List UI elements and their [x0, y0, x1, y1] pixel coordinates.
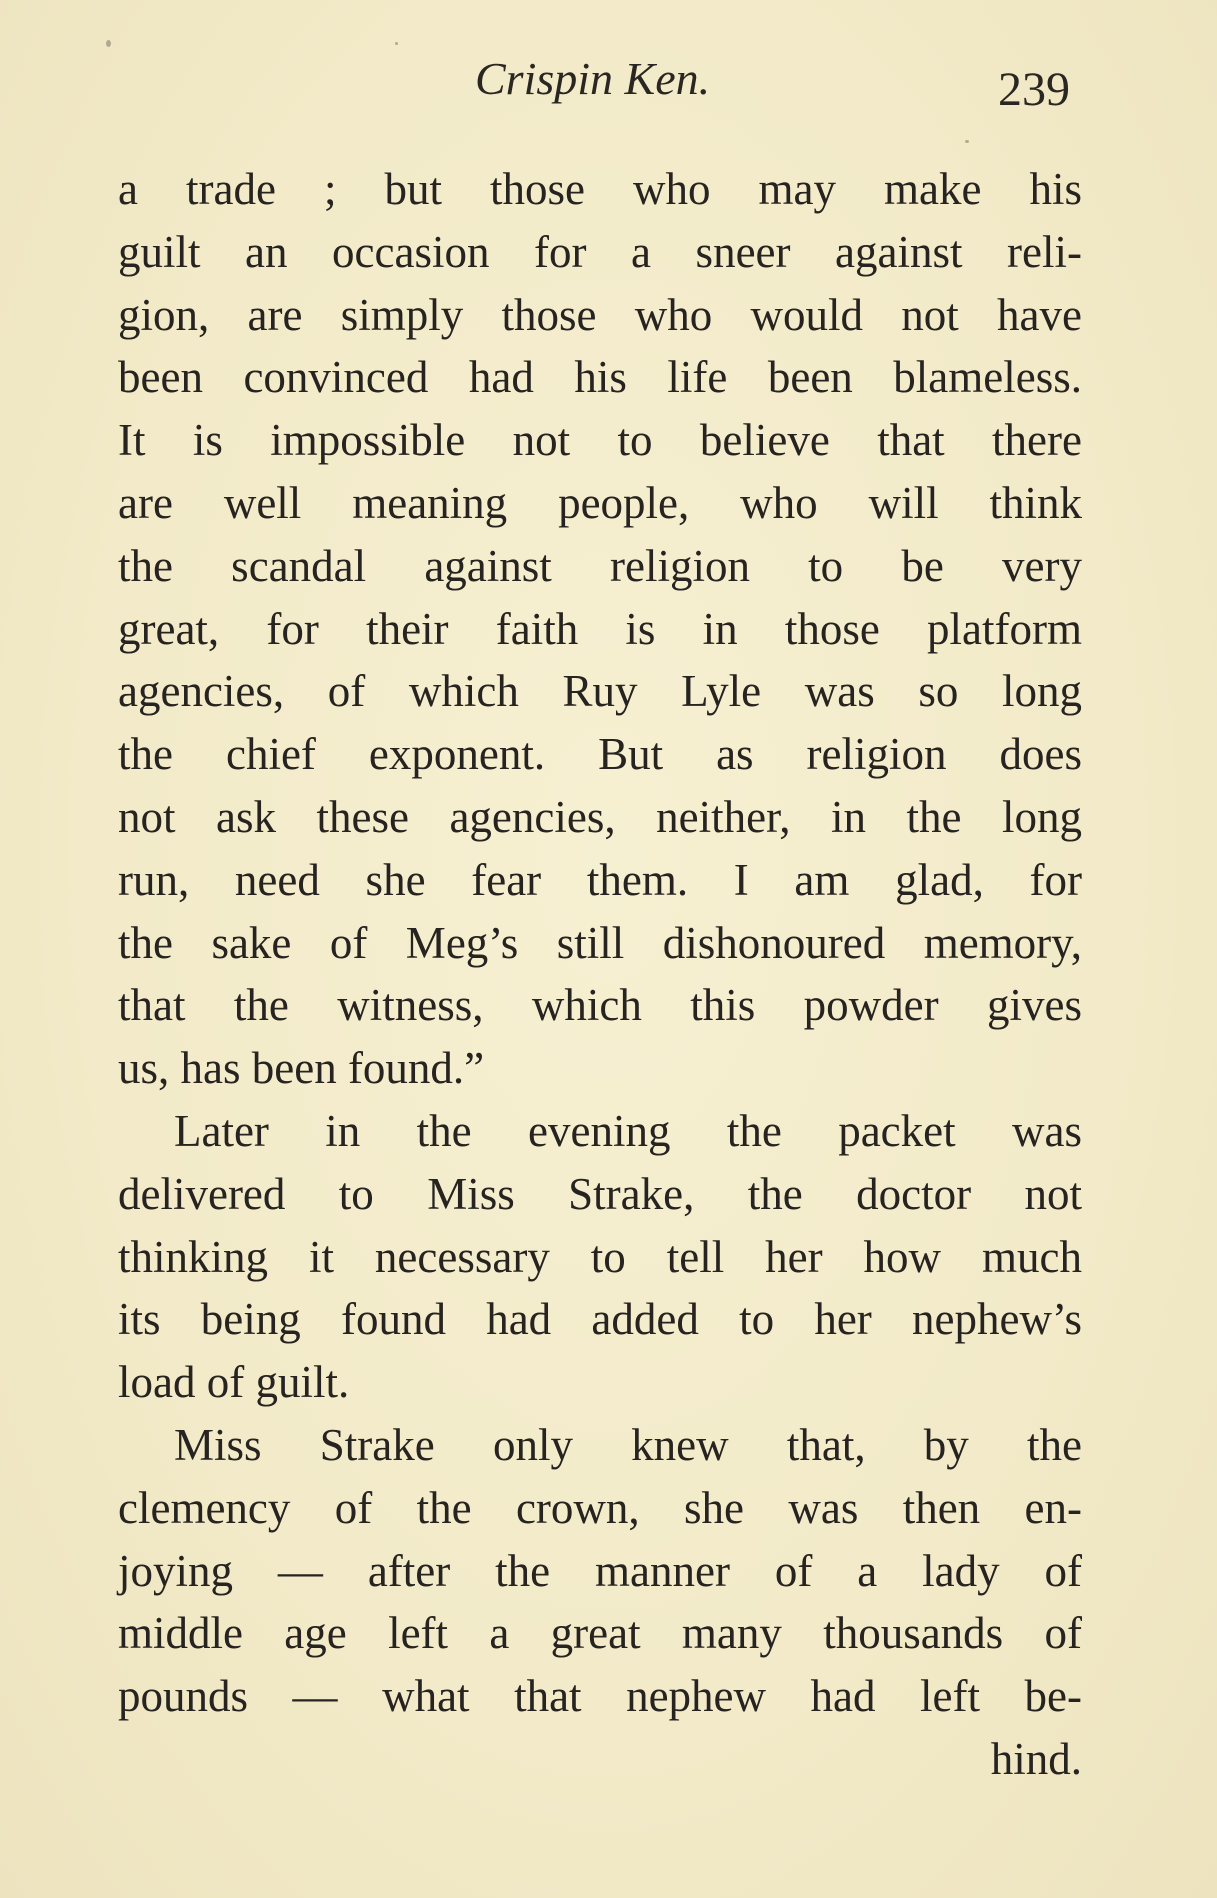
text-line: that the witness, which this powder gives: [118, 980, 1082, 1031]
paper-speck: [395, 42, 398, 45]
text-line: guilt an occasion for a sneer against reli-: [118, 226, 1082, 277]
text-line: its being found had added to her nephew’s: [118, 1294, 1082, 1345]
text-line: joying — after the manner of a lady of: [118, 1545, 1082, 1596]
text-line: load of guilt.: [118, 1357, 350, 1408]
text-line: not ask these agencies, neither, in the long: [118, 791, 1082, 842]
page-header: [0, 52, 1217, 122]
paragraph-start-line: Miss Strake only knew that, by the: [174, 1419, 1082, 1470]
text-line: the chief exponent. But as religion does: [118, 729, 1082, 780]
text-line: are well meaning people, who will think: [118, 477, 1082, 528]
body-text: [118, 158, 1082, 1791]
text-line: clemency of the crown, she was then en-: [118, 1482, 1082, 1533]
paragraph-start-line: Later in the evening the packet was: [174, 1105, 1082, 1156]
text-line: thinking it necessary to tell her how much: [118, 1231, 1082, 1282]
text-line: a trade ; but those who may make his: [118, 164, 1082, 214]
text-line: the sake of Meg’s still dishonoured memory,: [118, 917, 1082, 968]
text-line: been convinced had his life been blameless.: [118, 352, 1082, 403]
page-number: 239: [998, 63, 1070, 116]
text-line: great, for their faith is in those platform: [118, 603, 1082, 654]
text-line: pounds — what that nephew had left be-: [118, 1671, 1082, 1722]
text-line: middle age left a great many thousands of: [118, 1608, 1082, 1659]
text-line: hind.: [990, 1733, 1082, 1784]
text-line: us, has been found.”: [118, 1043, 485, 1094]
text-line: the scandal against religion to be very: [118, 540, 1082, 591]
text-line: agencies, of which Ruy Lyle was so long: [118, 666, 1082, 717]
text-line: run, need she fear them. I am glad, for: [118, 854, 1082, 905]
text-line: gion, are simply those who would not have: [118, 289, 1082, 340]
text-line: It is impossible not to believe that there: [118, 415, 1082, 466]
running-title: Crispin Ken.: [475, 53, 711, 104]
text-line: delivered to Miss Strake, the doctor not: [118, 1168, 1082, 1219]
paper-speck: [965, 140, 969, 143]
paper-speck: [106, 40, 111, 47]
